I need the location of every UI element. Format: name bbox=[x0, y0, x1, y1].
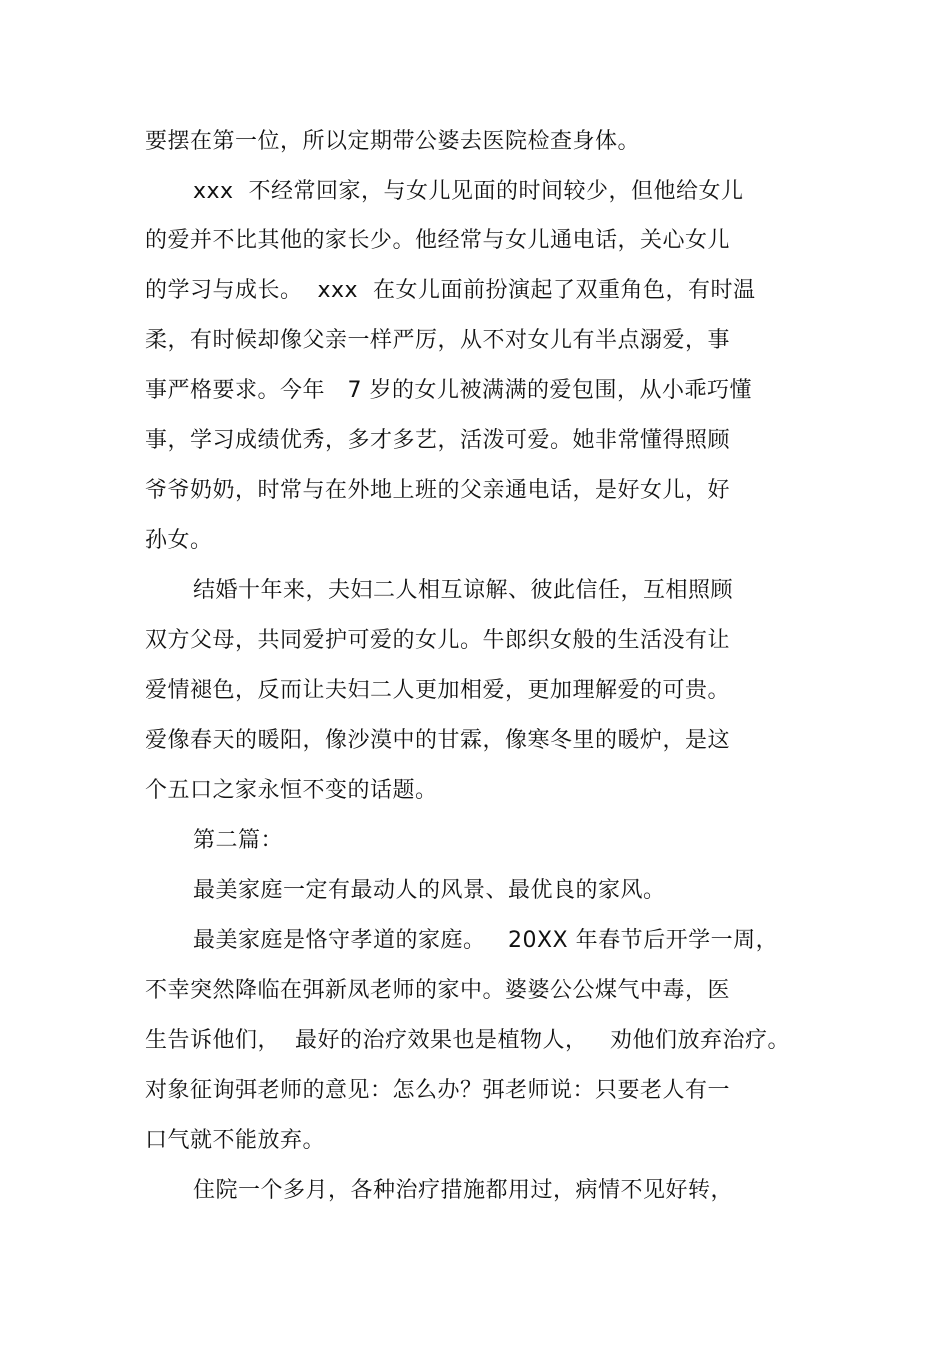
text-line: 不幸突然降临在弭新凤老师的家中。婆婆公公煤气中毒，医 bbox=[145, 978, 731, 1003]
text-line: 双方父母，共同爱护可爱的女儿。牛郎织女般的生活没有让 bbox=[145, 628, 731, 653]
text-line: 的爱并不比其他的家长少。他经常与女儿通电话，关心女儿 bbox=[145, 228, 731, 253]
text-line: 爱情褪色，反而让夫妇二人更加相爱，更加理解爱的可贵。 bbox=[145, 678, 731, 703]
text-line: 的学习与成长。 xxx 在女儿面前扮演起了双重角色，有时温 bbox=[145, 278, 756, 303]
text-line: 柔，有时候却像父亲一样严厉，从不对女儿有半点溺爱，事 bbox=[145, 328, 731, 353]
text-line: 爷爷奶奶，时常与在外地上班的父亲通电话，是好女儿，好 bbox=[145, 478, 731, 503]
text-line: 最美家庭一定有最动人的风景、最优良的家风。 bbox=[193, 878, 666, 903]
text-line: 住院一个多月，各种治疗措施都用过，病情不见好转， bbox=[193, 1178, 734, 1203]
text-line: 爱像春天的暖阳，像沙漠中的甘霖，像寒冬里的暖炉，是这 bbox=[145, 728, 731, 753]
text-line: 要摆在第一位，所以定期带公婆去医院检查身体。 bbox=[145, 129, 641, 154]
section-heading: 第二篇： bbox=[193, 828, 284, 853]
text-line: 孙女。 bbox=[145, 528, 213, 553]
text-line: 口气就不能放弃。 bbox=[145, 1128, 326, 1153]
text-line: 最美家庭是恪守孝道的家庭。 20XX 年春节后开学一周， bbox=[193, 928, 779, 953]
text-line: 结婚十年来，夫妇二人相互谅解、彼此信任，互相照顾 bbox=[193, 578, 734, 603]
text-line: 个五口之家永恒不变的话题。 bbox=[145, 778, 438, 803]
text-line: 事，学习成绩优秀，多才多艺，活泼可爱。她非常懂得照顾 bbox=[145, 428, 731, 453]
text-line: 生告诉他们， 最好的治疗效果也是植物人， 劝他们放弃治疗。 bbox=[145, 1028, 790, 1053]
text-line: 对象征询弭老师的意见：怎么办？弭老师说：只要老人有一 bbox=[145, 1078, 731, 1103]
text-line: 事严格要求。今年 7 岁的女儿被满满的爱包围，从小乖巧懂 bbox=[145, 378, 752, 403]
text-line: xxx 不经常回家，与女儿见面的时间较少，但他给女儿 bbox=[193, 179, 744, 204]
